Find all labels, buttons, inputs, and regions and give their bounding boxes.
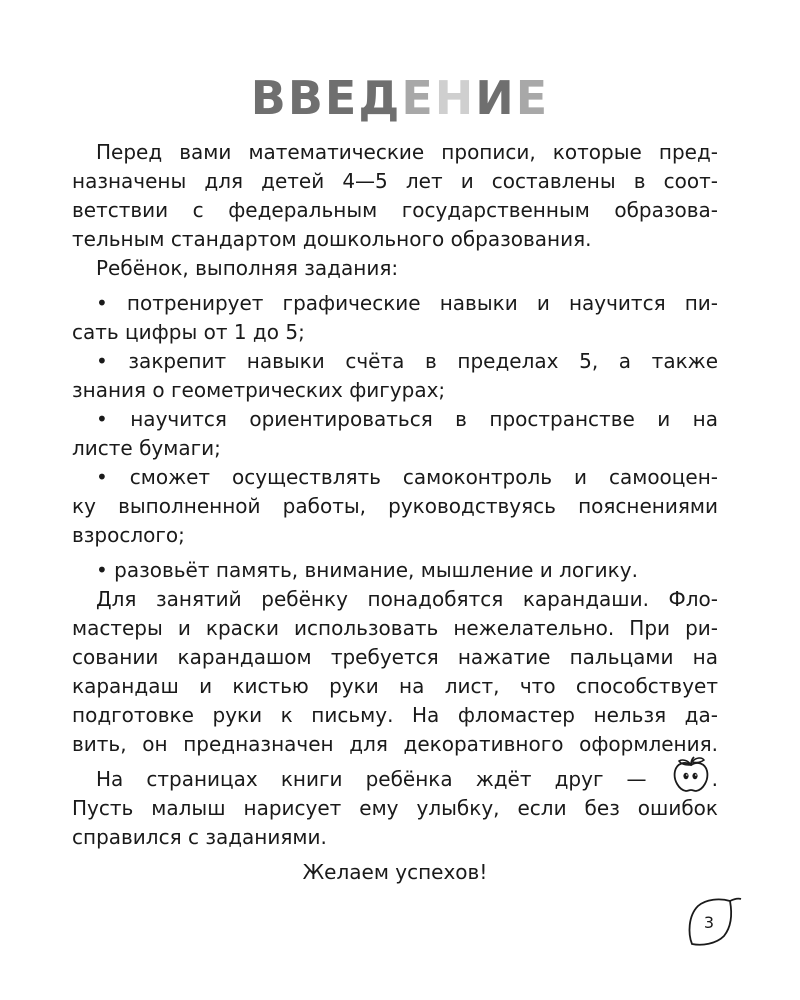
title-letter: В [250, 71, 288, 125]
text-line: вить, он предназначен для декоративного оформления. [72, 732, 718, 756]
text-line: знания о геометрических фигурах; [72, 378, 446, 402]
text-line-with-apple [72, 765, 718, 794]
bullet-text: научится ориентироваться в пространстве и на [130, 407, 718, 431]
title-letter: И [475, 71, 516, 125]
closing-line: Желаем успехов! [302, 860, 488, 884]
bullet-text: закрепит навыки счёта в пределах 5, а также [128, 349, 718, 373]
text-line: На страницах книги ребёнка ждёт друг — [96, 767, 647, 791]
text-line: ветствии с федеральным государственным образова- [72, 198, 718, 222]
bullet-item [72, 556, 718, 585]
text-line: Ребёнок, выполняя задания: [96, 256, 399, 280]
text-line: подготовке руки к письму. На фломастер нельзя да- [72, 703, 718, 727]
title-letter: Е [401, 71, 435, 125]
text-line: мастеры и краски использовать нежелательно. При ри- [72, 616, 718, 640]
text-line: Перед вами математические прописи, которые пред- [96, 140, 718, 164]
bullet-item [72, 405, 718, 434]
text-line: совании карандашом требуется нажатие пальцами на [72, 645, 718, 669]
bullet-symbol: • [96, 349, 108, 373]
text-line: листе бумаги; [72, 436, 221, 460]
bullet-item [72, 347, 718, 376]
bullet-item [72, 463, 718, 492]
text-line: тельным стандартом дошкольного образования. [72, 227, 592, 251]
bullet-symbol: • [96, 291, 108, 315]
text-line: карандаш и кистью руки на лист, что способствует [72, 674, 718, 698]
bullet-text: сможет осуществлять самоконтроль и самооцен- [129, 465, 719, 489]
bullet-text: разовьёт память, внимание, мышление и логику. [114, 558, 638, 582]
intro-text [72, 138, 718, 887]
bullet-symbol: • [96, 465, 108, 489]
apple-character-icon [670, 756, 712, 796]
title-letter: Н [434, 71, 476, 125]
text-line: Пусть малыш нарисует ему улыбку, если без ошибок [72, 796, 718, 820]
page-number: 3 [703, 913, 715, 932]
text-line: ку выполненной работы, руководствуясь пояснениями [72, 494, 718, 518]
text-line: Для занятий ребёнку понадобятся карандаши. Фло- [96, 587, 718, 611]
text-line: . [711, 767, 719, 791]
title-letter: Е [324, 71, 359, 125]
title-letter: Д [358, 71, 402, 125]
bullet-symbol: • [96, 558, 108, 582]
bullet-text: потренирует графические навыки и научится пи- [126, 291, 719, 315]
title-letter: Е [515, 71, 550, 125]
bullet-item [72, 289, 718, 318]
text-line: справился с заданиями. [72, 825, 327, 849]
bullet-symbol: • [96, 407, 108, 431]
text-line: назначены для детей 4—5 лет и составлены в соот- [72, 169, 718, 193]
page-title [0, 70, 800, 126]
text-line: взрослого; [72, 523, 185, 547]
text-line: сать цифры от 1 до 5; [72, 320, 305, 344]
title-letter: В [287, 71, 325, 125]
